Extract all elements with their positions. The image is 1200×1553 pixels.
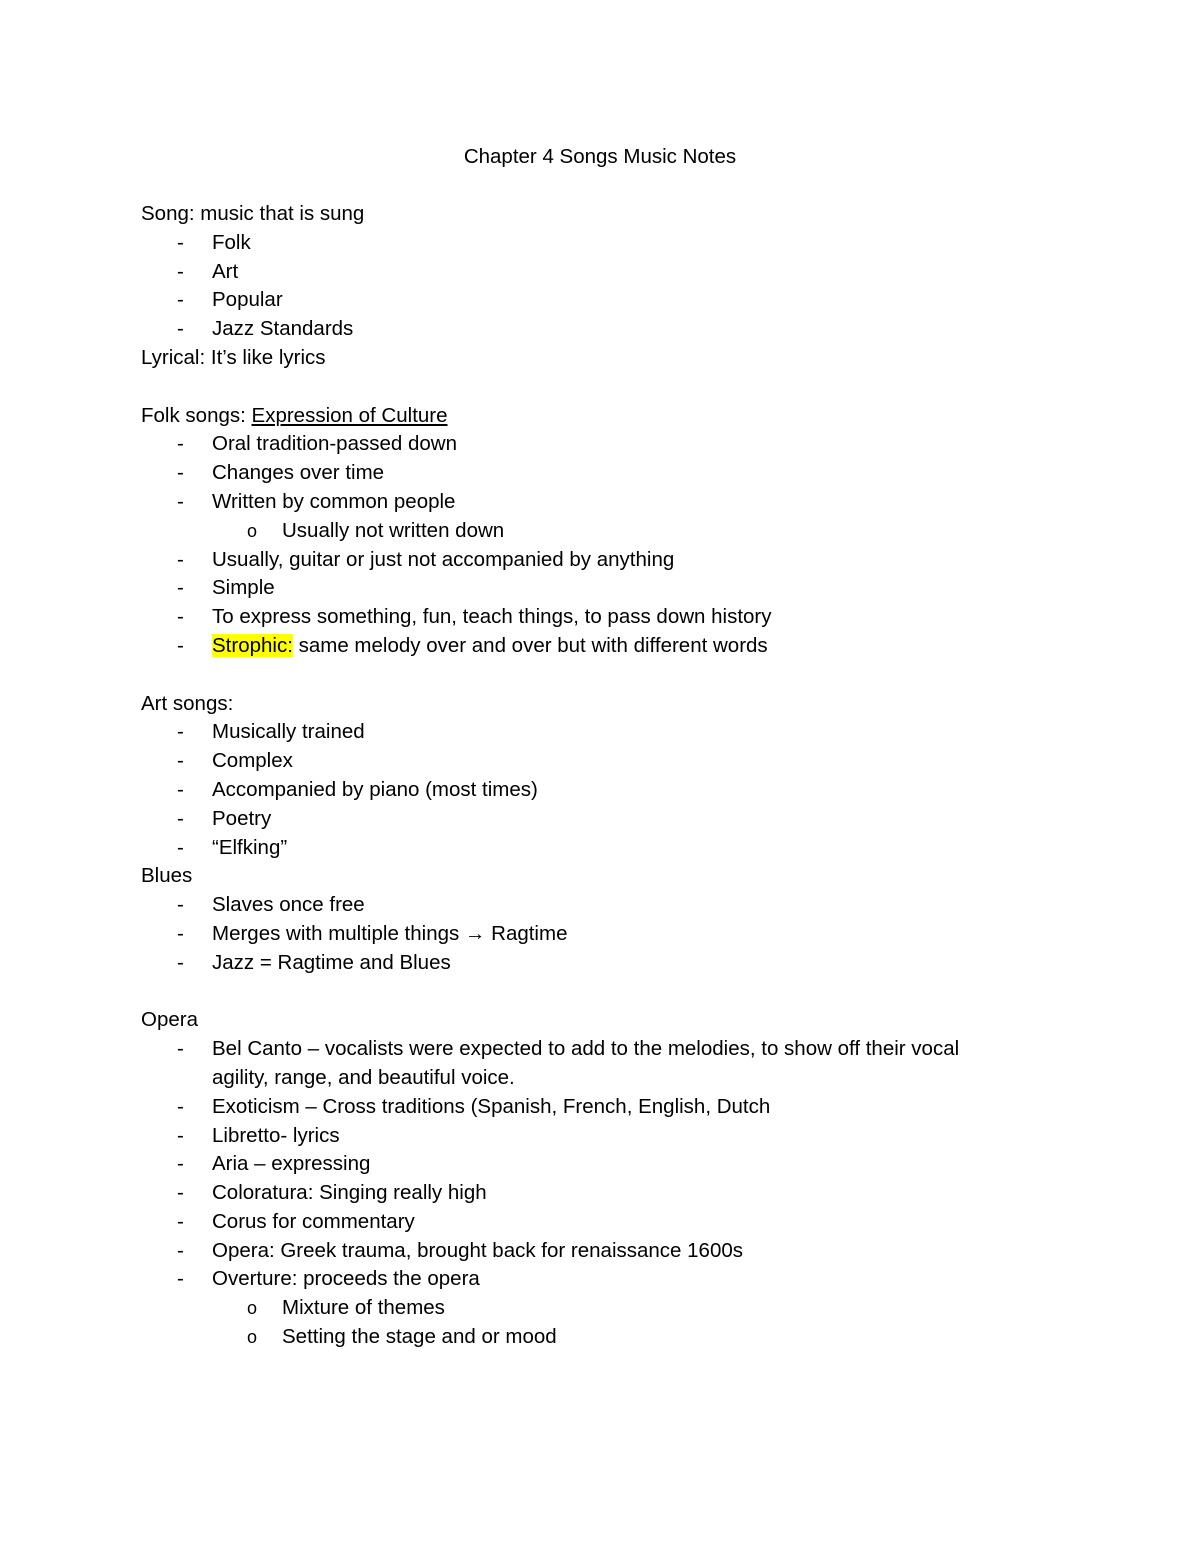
list-item: - Changes over time <box>141 459 1021 488</box>
sub-list-item: o Usually not written down <box>141 517 1021 546</box>
dash-bullet: - <box>177 720 184 744</box>
dash-bullet: - <box>177 893 184 917</box>
lyrical-heading: Lyrical: It’s like lyrics <box>141 345 326 369</box>
dash-bullet: - <box>177 1094 184 1118</box>
circle-bullet: o <box>247 1298 258 1319</box>
document-title: Chapter 4 Songs Music Notes <box>463 145 737 168</box>
list-item: - Art <box>141 258 1021 287</box>
list-item: - Popular <box>141 286 1021 315</box>
dash-bullet: - <box>177 1267 184 1291</box>
dash-bullet: - <box>177 461 184 485</box>
dash-bullet: - <box>177 1209 184 1233</box>
sub-list-item: o Setting the stage and or mood <box>141 1323 1021 1352</box>
strophic-highlight: Strophic: <box>212 633 293 657</box>
list-item: - Written by common people <box>141 488 1021 517</box>
list-item: - Poetry <box>141 805 1021 834</box>
folk-heading: Folk songs: Expression of Culture <box>141 403 448 427</box>
list-item: - Accompanied by piano (most times) <box>141 776 1021 805</box>
dash-bullet: - <box>177 835 184 859</box>
list-item: - “Elfking” <box>141 834 1021 863</box>
dash-bullet: - <box>177 1181 184 1205</box>
circle-bullet: o <box>247 520 258 541</box>
list-item: - Folk <box>141 229 1021 258</box>
dash-bullet: - <box>177 1238 184 1262</box>
dash-bullet: - <box>177 230 184 254</box>
dash-bullet: - <box>177 749 184 773</box>
circle-bullet: o <box>247 1327 258 1348</box>
list-item: - Usually, guitar or just not accompanied by anything <box>141 546 1021 575</box>
dash-bullet: - <box>177 432 184 456</box>
list-item: - Merges with multiple things → Ragtime <box>141 920 1021 949</box>
list-item: - Jazz Standards <box>141 315 1021 344</box>
dash-bullet: - <box>177 950 184 974</box>
dash-bullet: - <box>177 777 184 801</box>
list-item: - Aria – expressing <box>141 1150 1021 1179</box>
opera-heading: Opera <box>141 1008 198 1032</box>
dash-bullet: - <box>177 605 184 629</box>
list-item: - Complex <box>141 747 1021 776</box>
dash-bullet: - <box>177 288 184 312</box>
list-item: - Simple <box>141 574 1021 603</box>
dash-bullet: - <box>177 576 184 600</box>
list-item-continuation: agility, range, and beautiful voice. <box>212 1065 515 1089</box>
dash-bullet: - <box>177 633 184 657</box>
sub-list-item: o Mixture of themes <box>141 1294 1021 1323</box>
right-arrow-icon: → <box>464 921 486 945</box>
list-item: - To express something, fun, teach things, to pass down history <box>141 603 1021 632</box>
list-item: - Jazz = Ragtime and Blues <box>141 949 1021 978</box>
art-heading: Art songs: <box>141 691 234 715</box>
dash-bullet: - <box>177 1123 184 1147</box>
list-item: - Libretto- lyrics <box>141 1122 1021 1151</box>
dash-bullet: - <box>177 489 184 513</box>
list-item: - Coloratura: Singing really high <box>141 1179 1021 1208</box>
list-item: - Exoticism – Cross traditions (Spanish, French, English, Dutch <box>141 1093 1021 1122</box>
dash-bullet: - <box>177 317 184 341</box>
list-item: - Corus for commentary <box>141 1208 1021 1237</box>
dash-bullet: - <box>177 259 184 283</box>
list-item: - Overture: proceeds the opera <box>141 1265 1021 1294</box>
song-heading: Song: music that is sung <box>141 202 365 225</box>
dash-bullet: - <box>177 921 184 945</box>
list-item: - Opera: Greek trauma, brought back for renaissance 1600s <box>141 1237 1021 1266</box>
dash-bullet: - <box>177 806 184 830</box>
dash-bullet: - <box>177 547 184 571</box>
list-item: - Musically trained <box>141 718 1021 747</box>
list-item: - Oral tradition-passed down <box>141 430 1021 459</box>
list-item: - Bel Canto – vocalists were expected to add to the melodies, to show off their vocal <box>141 1035 1021 1064</box>
folk-heading-underlined: Expression of Culture <box>251 403 448 427</box>
blues-heading: Blues <box>141 864 193 888</box>
list-item: - Strophic: same melody over and over but with different words <box>141 632 1021 661</box>
dash-bullet: - <box>177 1037 184 1061</box>
document-body <box>141 200 1021 1352</box>
dash-bullet: - <box>177 1152 184 1176</box>
list-item: - Slaves once free <box>141 891 1021 920</box>
